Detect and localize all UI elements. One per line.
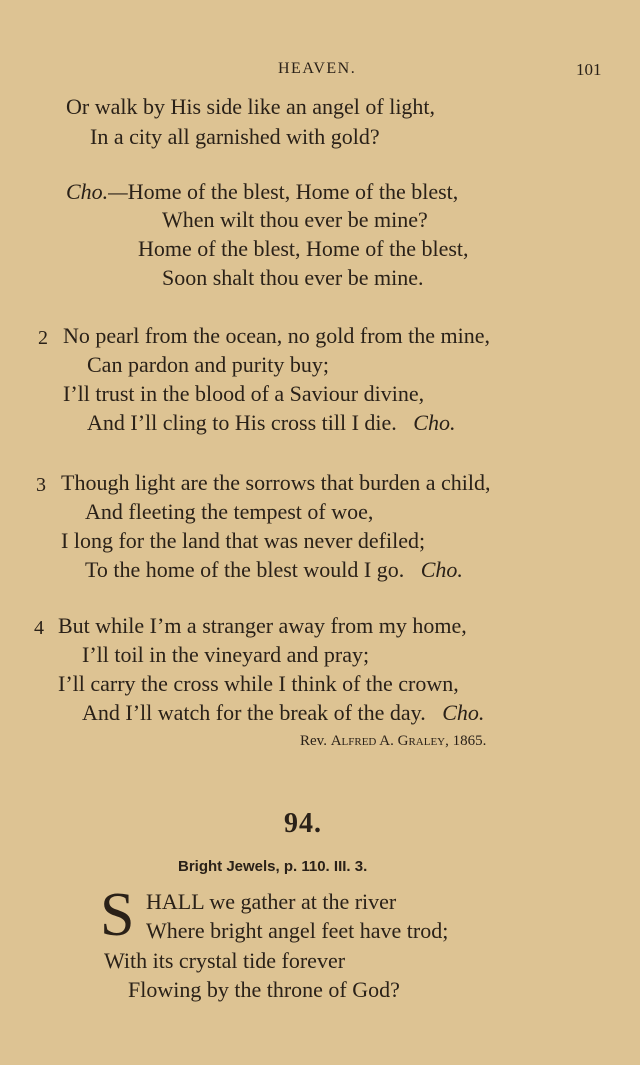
chorus-reference: Cho. xyxy=(420,557,463,582)
drop-cap: S xyxy=(100,881,135,949)
verse-number: 2 xyxy=(38,327,48,349)
running-header: HEAVEN. xyxy=(278,60,357,77)
page-number: 101 xyxy=(576,60,602,79)
chorus-line: Soon shalt thou ever be mine. xyxy=(162,265,424,290)
verse-line: And fleeting the tempest of woe, xyxy=(85,499,374,524)
verse-line: HALL we gather at the river xyxy=(146,889,397,914)
verse-line: And I’ll cling to His cross till I die. Cho. xyxy=(87,410,456,435)
verse-line: With its crystal tide forever xyxy=(104,948,346,973)
verse-line: Flowing by the throne of God? xyxy=(128,977,400,1002)
chorus-line: Cho.—Home of the blest, Home of the blest, xyxy=(66,179,459,204)
verse-line: I’ll toil in the vineyard and pray; xyxy=(82,642,370,667)
chorus-line: When wilt thou ever be mine? xyxy=(162,207,428,232)
author-credit: Rev. Alfred A. Graley, 1865. xyxy=(300,733,487,749)
verse-line: I long for the land that was never defiled; xyxy=(61,528,426,553)
verse-line: No pearl from the ocean, no gold from the mine, xyxy=(63,323,491,348)
author-name: Alfred A. Graley xyxy=(330,733,446,749)
hymn-number: 94. xyxy=(284,808,322,839)
chorus-line: Home of the blest, Home of the blest, xyxy=(138,236,469,261)
verse-line: And I’ll watch for the break of the day. Cho. xyxy=(82,700,485,725)
verse-line: I’ll carry the cross while I think of the crown, xyxy=(58,671,459,696)
verse-line: I’ll trust in the blood of a Saviour divine, xyxy=(63,381,425,406)
verse-line: In a city all garnished with gold? xyxy=(90,124,380,149)
chorus-label: Cho.— xyxy=(66,179,128,204)
verse-number: 4 xyxy=(34,617,44,639)
verse-line: Though light are the sorrows that burden a child, xyxy=(61,470,491,495)
verse-number: 3 xyxy=(36,474,46,496)
chorus-reference: Cho. xyxy=(413,410,456,435)
verse-line: Where bright angel feet have trod; xyxy=(146,918,449,943)
verse-line: But while I’m a stranger away from my home, xyxy=(58,613,467,638)
verse-line: To the home of the blest would I go. Cho. xyxy=(85,557,463,582)
tune-reference: Bright Jewels, p. 110. III. 3. xyxy=(178,858,368,875)
verse-line: Can pardon and purity buy; xyxy=(87,352,329,377)
verse-line: Or walk by His side like an angel of light, xyxy=(66,94,436,119)
chorus-reference: Cho. xyxy=(442,700,485,725)
